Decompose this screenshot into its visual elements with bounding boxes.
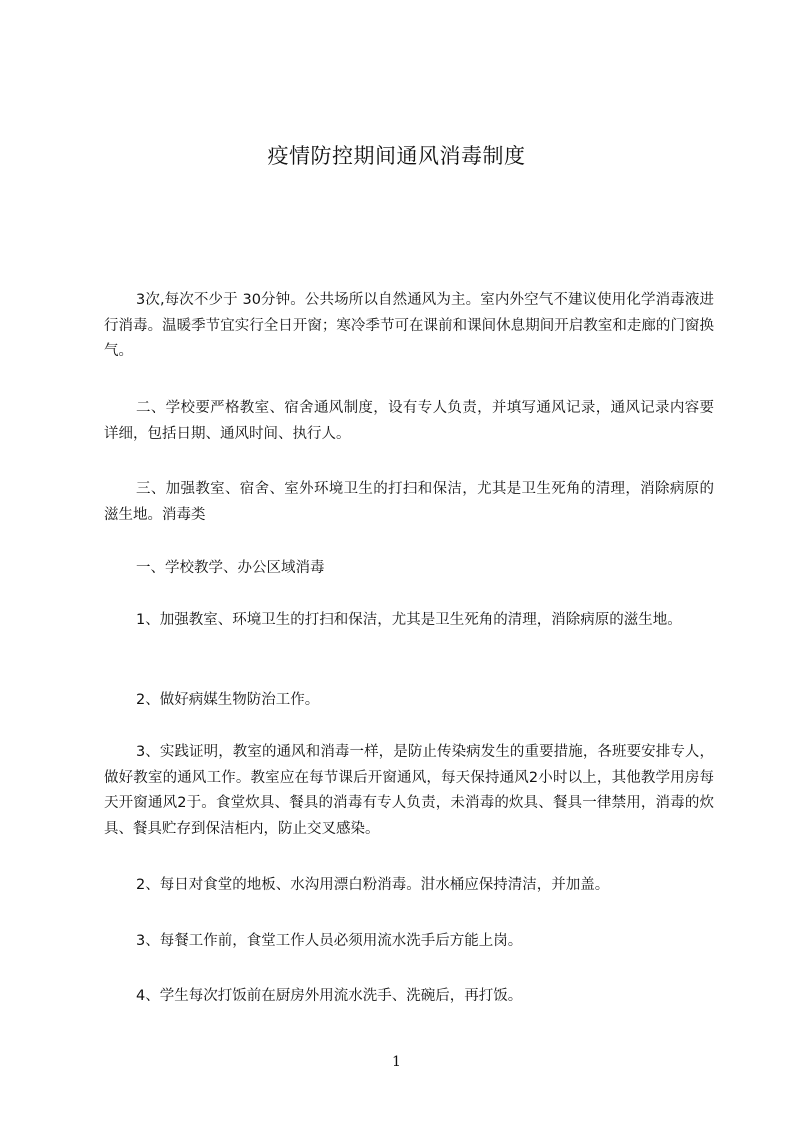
paragraph-section-three: 三、加强教室、宿舍、室外环境卫生的打扫和保洁，尤其是卫生死角的清理，消除病原的滋生地。消毒类 — [104, 481, 714, 523]
paragraph-item-3: 3、实践证明，教室的通风和消毒一样，是防止传染病发生的重要措施，各班要安排专人，做好教室的通风工作。教室应在每节课后开窗通风，每天保持通风2小时以上，其他教学用房每天开窗通风2于。食堂炊具、餐具的消毒有专人负责，未消毒的炊具、餐具一律禁用，消毒的炊具、餐具贮存到保洁柜内，防止交叉感染。 — [104, 744, 714, 837]
paragraph-canteen-item-3: 3、每餐工作前，食堂工作人员必须用流水洗手后方能上岗。 — [136, 933, 523, 949]
page-number: 1 — [392, 1054, 401, 1070]
paragraph-heading-teaching-office: 一、学校教学、办公区域消毒 — [136, 560, 325, 576]
paragraph-item-2: 2、做好病媒生物防治工作。 — [136, 692, 320, 708]
paragraph-section-two: 二、学校要严格教室、宿舍通风制度，设有专人负责，并填写通风记录，通风记录内容要详细，包括日期、通风时间、执行人。 — [104, 400, 714, 442]
paragraph-canteen-item-2: 2、每日对食堂的地板、水沟用漂白粉消毒。泔水桶应保持清洁，并加盖。 — [136, 877, 610, 893]
paragraph-item-1: 1、加强教室、环境卫生的打扫和保洁，尤其是卫生死角的清理，消除病原的滋生地。 — [136, 612, 682, 628]
paragraph-ventilation-intro: 3次,每次不少于 30分钟。公共场所以自然通风为主。室内外空气不建议使用化学消毒液进行消毒。温暖季节宜实行全日开窗；寒冷季节可在课前和课间休息期间开启教室和走廊的门窗换气。 — [104, 292, 714, 359]
document-title: 疫情防控期间通风消毒制度 — [267, 144, 526, 168]
paragraph-canteen-item-4: 4、学生每次打饭前在厨房外用流水洗手、洗碗后，再打饭。 — [136, 988, 523, 1004]
